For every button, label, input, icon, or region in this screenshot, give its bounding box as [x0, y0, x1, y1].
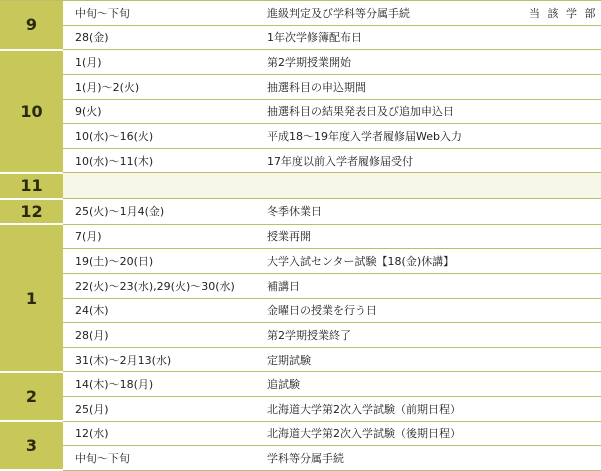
- event-cell: 補講日: [255, 273, 529, 298]
- date-cell: 25(火)～1月4(金): [63, 199, 255, 225]
- date-cell: 7(月): [63, 224, 255, 249]
- date-cell: 19(土)～20(日): [63, 249, 255, 274]
- calendar-row: [0, 199, 601, 225]
- event-cell: 第2学期授業終了: [255, 323, 529, 348]
- month-label: 1: [0, 224, 63, 372]
- calendar-row: [0, 421, 601, 446]
- department-cell: [529, 50, 601, 75]
- date-cell: 10(水)～16(火): [63, 124, 255, 149]
- calendar-row: [0, 446, 601, 471]
- event-cell: [255, 173, 529, 199]
- event-cell: 追試験: [255, 372, 529, 397]
- event-cell: 大学入試センター試験【18(金)休講】: [255, 249, 529, 274]
- department-cell: [529, 347, 601, 372]
- calendar-body: [0, 1, 601, 471]
- calendar-row: [0, 25, 601, 50]
- date-cell: 10(水)～11(木): [63, 148, 255, 173]
- department-cell: 当 該 学 部: [529, 1, 601, 26]
- date-cell: 1(月): [63, 50, 255, 75]
- calendar-row: [0, 249, 601, 274]
- calendar-row: [0, 397, 601, 422]
- date-cell: 中旬～下旬: [63, 1, 255, 26]
- department-cell: [529, 323, 601, 348]
- department-cell: [529, 99, 601, 124]
- event-cell: 定期試験: [255, 347, 529, 372]
- month-label: 2: [0, 372, 63, 421]
- calendar-row: [0, 323, 601, 348]
- month-label: 9: [0, 1, 63, 50]
- department-cell: [529, 25, 601, 50]
- date-cell: 25(月): [63, 397, 255, 422]
- event-cell: 金曜日の授業を行う日: [255, 298, 529, 323]
- department-cell: [529, 446, 601, 471]
- calendar-row: [0, 372, 601, 397]
- event-cell: 北海道大学第2次入学試験（後期日程）: [255, 421, 529, 446]
- date-cell: 22(火)～23(水),29(火)～30(水): [63, 273, 255, 298]
- calendar-row: [0, 1, 601, 26]
- month-label: 3: [0, 421, 63, 470]
- calendar-row: [0, 273, 601, 298]
- department-cell: [529, 397, 601, 422]
- date-cell: 24(木): [63, 298, 255, 323]
- event-cell: 平成18～19年度入学者履修届Web入力: [255, 124, 529, 149]
- department-cell: [529, 224, 601, 249]
- date-cell: 12(水): [63, 421, 255, 446]
- department-cell: [529, 298, 601, 323]
- calendar-row: [0, 173, 601, 199]
- department-cell: [529, 173, 601, 199]
- date-cell: 9(火): [63, 99, 255, 124]
- calendar-row: [0, 298, 601, 323]
- event-cell: 北海道大学第2次入学試験（前期日程）: [255, 397, 529, 422]
- calendar-row: [0, 224, 601, 249]
- calendar-row: [0, 99, 601, 124]
- event-cell: 抽選科目の申込期間: [255, 74, 529, 99]
- event-cell: 第2学期授業開始: [255, 50, 529, 75]
- date-cell: 28(月): [63, 323, 255, 348]
- department-cell: [529, 273, 601, 298]
- event-cell: 進級判定及び学科等分属手続: [255, 1, 529, 26]
- department-cell: [529, 372, 601, 397]
- event-cell: 1年次学修簿配布日: [255, 25, 529, 50]
- date-cell: 中旬～下旬: [63, 446, 255, 471]
- calendar-row: [0, 148, 601, 173]
- event-cell: 学科等分属手続: [255, 446, 529, 471]
- calendar-row: [0, 74, 601, 99]
- date-cell: 28(金): [63, 25, 255, 50]
- event-cell: 冬季休業日: [255, 199, 529, 225]
- calendar-row: [0, 347, 601, 372]
- date-cell: [63, 173, 255, 199]
- event-cell: 授業再開: [255, 224, 529, 249]
- month-label: 12: [0, 199, 63, 225]
- date-cell: 1(月)～2(火): [63, 74, 255, 99]
- department-cell: [529, 421, 601, 446]
- month-label: 11: [0, 173, 63, 199]
- month-label: 10: [0, 50, 63, 173]
- date-cell: 31(木)～2月13(水): [63, 347, 255, 372]
- department-cell: [529, 74, 601, 99]
- calendar-row: [0, 50, 601, 75]
- department-cell: [529, 249, 601, 274]
- department-cell: [529, 124, 601, 149]
- department-cell: [529, 199, 601, 225]
- department-cell: [529, 148, 601, 173]
- event-cell: 17年度以前入学者履修届受付: [255, 148, 529, 173]
- calendar-row: [0, 124, 601, 149]
- event-cell: 抽選科目の結果発表日及び追加申込日: [255, 99, 529, 124]
- date-cell: 14(木)～18(月): [63, 372, 255, 397]
